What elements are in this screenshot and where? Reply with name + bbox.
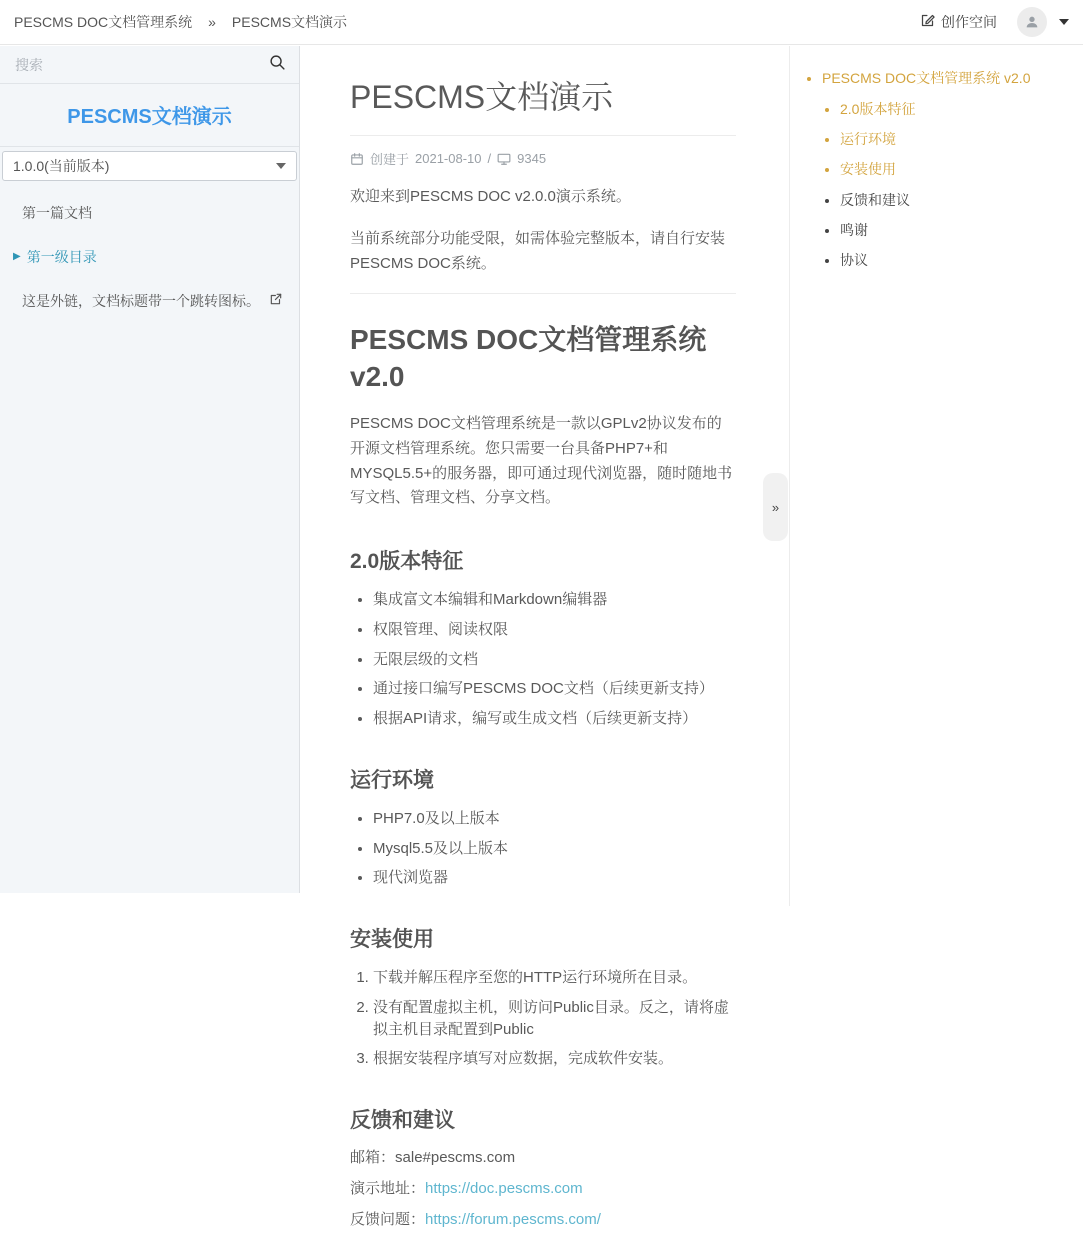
- feedback-email-line: [350, 1146, 736, 1171]
- forum-url-link[interactable]: https://forum.pescms.com/: [425, 1210, 601, 1228]
- edit-icon: [920, 13, 935, 31]
- feedback-forum-line: [350, 1208, 736, 1233]
- list-item: • 集成富文本编辑和Markdown编辑器: [373, 589, 736, 611]
- list-item: 3. 根据安装程序填写对应数据，完成软件安装。: [373, 1048, 736, 1070]
- workspace-label: 创作空间: [941, 14, 997, 30]
- created-date: 2021-08-10: [415, 151, 482, 166]
- toc-root-list: [804, 68, 1069, 269]
- demo-label: 演示地址：: [350, 1179, 426, 1197]
- toc-item-root[interactable]: [822, 68, 1069, 269]
- section-heading-features: 2.0版本特征: [350, 550, 464, 574]
- features-list: [350, 589, 736, 730]
- breadcrumb: [14, 12, 347, 32]
- select-caret-icon: [276, 163, 286, 169]
- triangle-right-icon: ▶: [13, 251, 21, 263]
- toc-item-environment[interactable]: • 运行环境: [840, 130, 1069, 148]
- doc-space-title[interactable]: PESCMS文档演示: [0, 84, 299, 147]
- folder-label: 第一级目录: [26, 249, 97, 266]
- intro-paragraph-1: 欢迎来到PESCMS DOC v2.0.0演示系统。: [350, 188, 631, 205]
- install-steps-list: [350, 967, 736, 1070]
- search-bar: [0, 46, 299, 84]
- toc-item-features[interactable]: • 2.0版本特征: [840, 100, 1069, 118]
- intro-paragraph-2: 当前系统部分功能受限，如需体验完整版本，请自行安装PESCMS DOC系统。: [350, 229, 726, 272]
- user-menu[interactable]: [1017, 7, 1069, 37]
- table-of-contents: [790, 46, 1083, 281]
- forum-label: 反馈问题：: [350, 1210, 426, 1228]
- divider: [350, 293, 736, 294]
- toc-item-install[interactable]: • 安装使用: [840, 160, 1069, 178]
- search-input[interactable]: [13, 56, 269, 74]
- meta-separator: /: [487, 151, 492, 166]
- breadcrumb-current[interactable]: PESCMS文档演示: [231, 14, 348, 30]
- feedback-demo-line: [350, 1177, 736, 1202]
- list-item: • 根据API请求，编写或生成文档（后续更新支持）: [373, 708, 736, 730]
- list-item: • 无限层级的文档: [373, 649, 736, 671]
- menu-item-first-doc[interactable]: 第一篇文档: [22, 205, 92, 221]
- top-navbar: [0, 0, 1083, 45]
- navbar-right: [920, 7, 1069, 37]
- version-selected-value: 1.0.0(当前版本): [13, 158, 110, 174]
- external-link-icon: [269, 292, 283, 310]
- section-heading-feedback: 反馈和建议: [350, 1109, 455, 1133]
- toc-item-feedback[interactable]: • 反馈和建议: [840, 191, 1069, 209]
- section-heading-environment: 运行环境: [350, 768, 434, 792]
- page-title: PESCMS文档演示: [350, 79, 614, 115]
- email-label: 邮箱：: [350, 1149, 396, 1167]
- list-item: 1. 下载并解压程序至您的HTTP运行环境所在目录。: [373, 967, 736, 989]
- list-item: • 通过接口编写PESCMS DOC文档（后续更新支持）: [373, 678, 736, 700]
- list-item: • 现代浏览器: [373, 867, 736, 889]
- toc-sub-list: [822, 100, 1069, 269]
- doc-meta: [350, 149, 736, 168]
- external-label: 这是外链，文档标题带一个跳转图标。: [22, 293, 260, 310]
- views-count: 9345: [517, 151, 547, 166]
- user-icon: [1024, 14, 1040, 30]
- workspace-button[interactable]: [920, 12, 997, 32]
- toc-item-thanks[interactable]: • 鸣谢: [840, 221, 1069, 239]
- section-heading-install: 安装使用: [350, 928, 434, 952]
- section-intro-paragraph: PESCMS DOC文档管理系统是一款以GPLv2协议发布的开源文档管理系统。您只需要一台具备PHP7+和MYSQL5.5+的服务器，即可通过现代浏览器，随时随地书写文档、管理文档、分享文档。: [350, 415, 733, 507]
- views-icon: [497, 152, 511, 166]
- list-item: • 权限管理、阅读权限: [373, 619, 736, 641]
- chevron-down-icon: [1059, 19, 1069, 25]
- list-item: • PHP7.0及以上版本: [373, 808, 736, 830]
- email-value: sale#pescms.com: [395, 1149, 516, 1167]
- list-item: 2. 没有配置虚拟主机，则访问Public目录。反之，请将虚拟主机目录配置到Public: [373, 997, 736, 1041]
- search-icon[interactable]: [269, 54, 286, 76]
- environment-list: [350, 808, 736, 889]
- menu-item-first-folder[interactable]: [0, 235, 299, 279]
- left-sidebar: [0, 46, 300, 893]
- section-heading-main: PESCMS DOC文档管理系统 v2.0: [350, 324, 707, 392]
- calendar-icon: [350, 152, 364, 166]
- document-body: [301, 46, 789, 1248]
- list-item: • Mysql5.5及以上版本: [373, 838, 736, 860]
- demo-url-link[interactable]: https://doc.pescms.com: [425, 1179, 583, 1197]
- toc-item-license[interactable]: • 协议: [840, 251, 1069, 269]
- created-label: 创建于: [370, 152, 410, 167]
- doc-menu: [0, 181, 299, 324]
- avatar: [1017, 7, 1047, 37]
- menu-item-external-link[interactable]: [0, 279, 299, 323]
- toc-collapse-handle[interactable]: »: [763, 473, 788, 541]
- toc-root-label: PESCMS DOC文档管理系统 v2.0: [822, 70, 1031, 86]
- divider: [350, 135, 736, 136]
- breadcrumb-separator: »: [208, 14, 216, 30]
- version-select[interactable]: [2, 151, 297, 181]
- breadcrumb-root[interactable]: PESCMS DOC文档管理系统: [14, 14, 193, 30]
